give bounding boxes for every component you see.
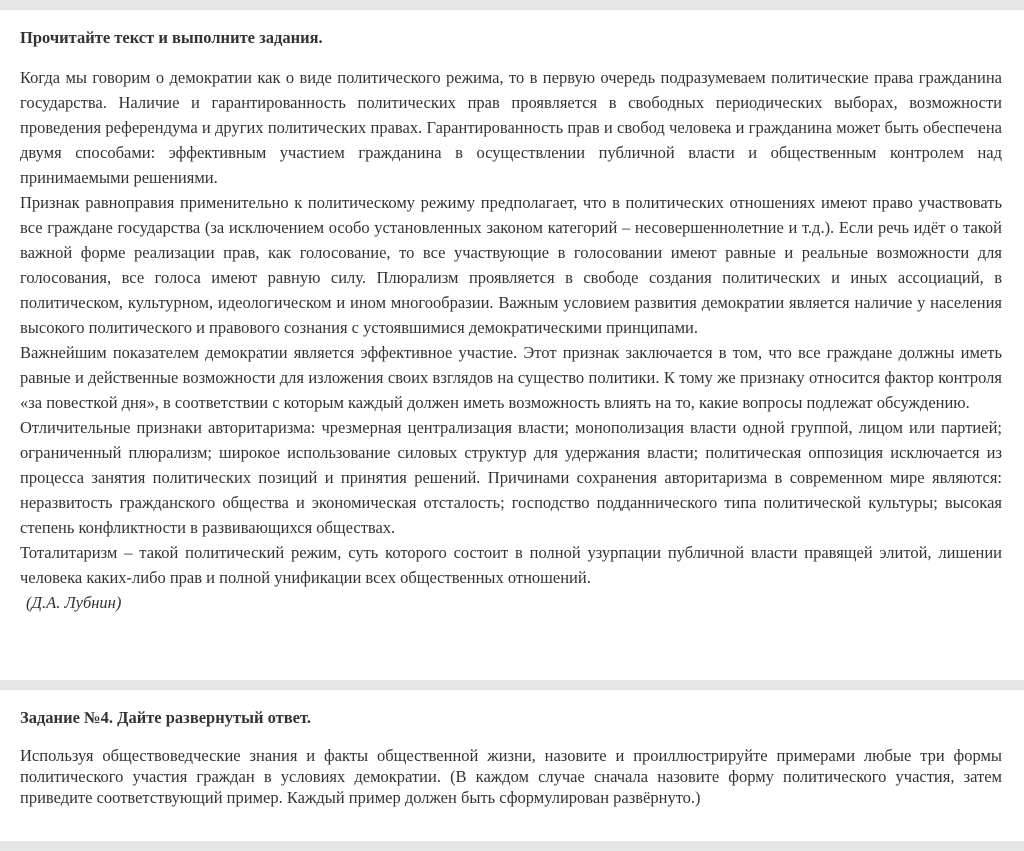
reading-paragraph-1: Когда мы говорим о демократии как о виде политического режима, то в первую очередь подразумеваем политические права гражданина государства. Наличие и гарантированность политических прав проявляется в свободных периодических выборах, возможности проведения референдума и других политических правах. Гарантированность прав и свобод человека и гражданина может быть обеспечена двумя способами: эффективным участием гражданина в осуществлении публичной власти и общественным контролем над принимаемыми решениями. — [20, 68, 1002, 187]
reading-heading: Прочитайте текст и выполните задания. — [20, 28, 323, 47]
reading-paragraph-5: Тоталитаризм – такой политический режим, суть которого состоит в полной узурпации публичной власти правящей элитой, лишении человека каких-либо прав и полной унификации всех общественных отношений. — [20, 543, 1002, 587]
reading-card — [0, 10, 1024, 680]
task-heading: Задание №4. Дайте развернутый ответ. — [20, 708, 311, 727]
reading-paragraph-4: Отличительные признаки авторитаризма: чрезмерная централизация власти; монополизация власти одной группой, лицом или партией; ограниченный плюрализм; широкое использование силовых структур для удержания власти; политическая оппозиция исключается из процесса занятия политических позиций и принятия решений. Причинами сохранения авторитаризма в современном мире являются: неразвитость гражданского общества и экономическая отсталость; господство подданнического типа политической культуры; высокая степень конфликтности в развивающихся обществах. — [20, 418, 1002, 537]
reading-paragraph-2: Признак равноправия применительно к политическому режиму предполагает, что в политических отношениях имеют право участвовать все граждане государства (за исключением особо установленных законом категорий – несовершеннолетние и т.д.). Если речь идёт о такой важной форме реализации прав, как голосование, то все участвующие в голосовании имеют равные и реальные возможности для голосования, все голоса имеют равную силу. Плюрализм проявляется в свободе создания политических и иных ассоциаций, в политическом, культурном, идеологическом и ином многообразии. Важным условием развития демократии является наличие у населения высокого политического и правового сознания с устоявшимися демократическими принципами. — [20, 193, 1002, 337]
task-card — [0, 690, 1024, 841]
reading-paragraph-3: Важнейшим показателем демократии является эффективное участие. Этот признак заключается в том, что все граждане должны иметь равные и действенные возможности для изложения своих взглядов на существо политики. К тому же признаку относится фактор контроля «за повесткой дня», в соответствии с которым каждый должен иметь возможность влиять на то, какие вопросы подлежат обсуждению. — [20, 343, 1002, 412]
reading-author: (Д.А. Лубнин) — [26, 593, 122, 612]
task-text: Используя обществоведческие знания и факты общественной жизни, назовите и проиллюстрируйте примерами любые три формы политического участия граждан в условиях демократии. (В каждом случае сначала назовите форму политического участия, затем приведите соответствующий пример. Каждый пример должен быть сформулирован развёрнуто.) — [20, 746, 1002, 807]
